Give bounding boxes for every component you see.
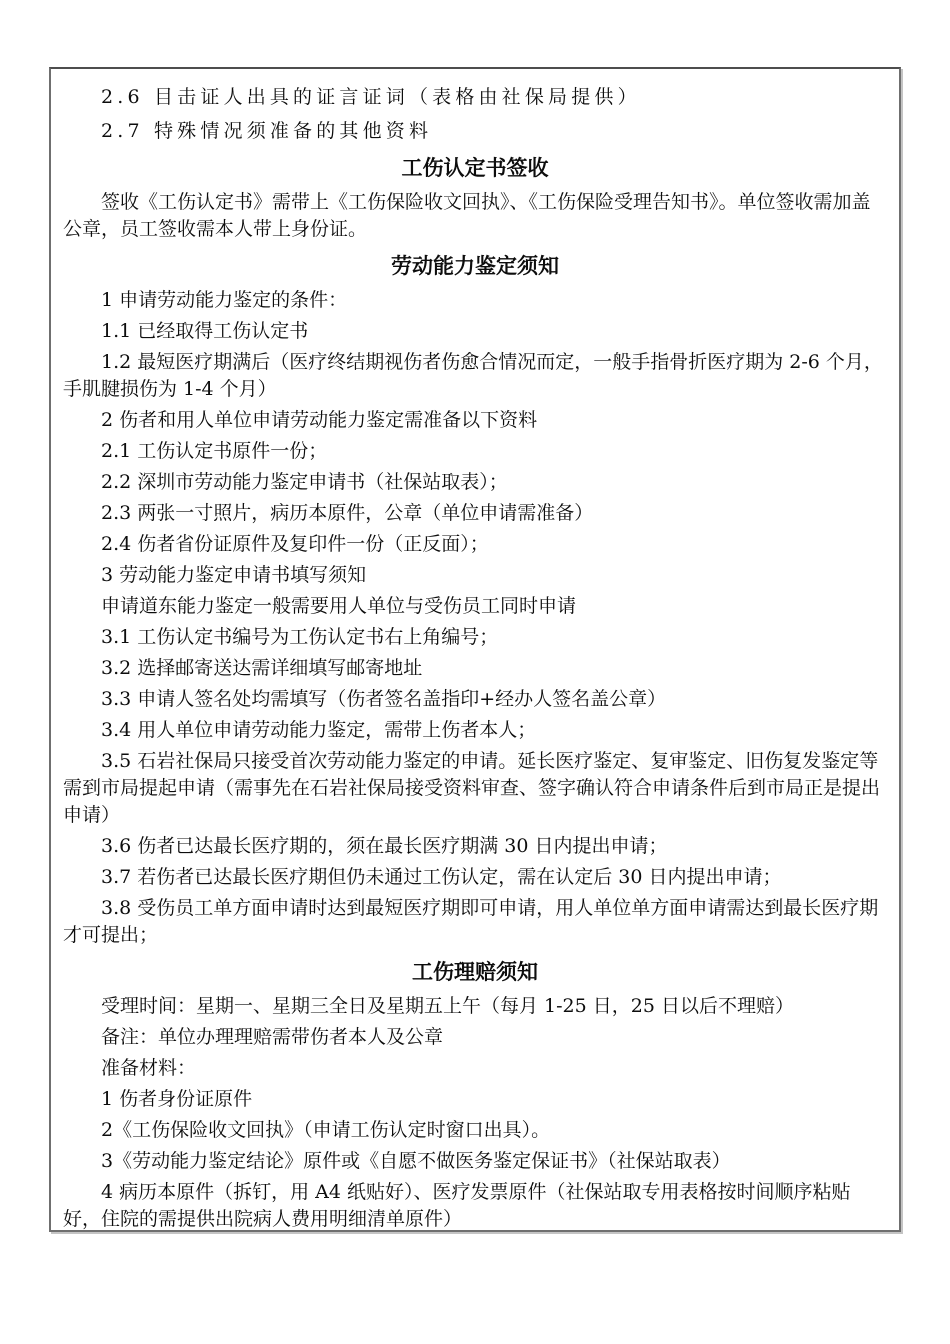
item-3-2: 3.2 选择邮寄送达需详细填写邮寄地址 bbox=[101, 657, 423, 679]
item-2: 2 伤者和用人单位申请劳动能力鉴定需准备以下资料 bbox=[101, 409, 538, 431]
item-3-5: 3.5 石岩社保局只接受首次劳动能力鉴定的申请。延长医疗鉴定、复审鉴定、旧伤复发鉴定等需到市局提起申请（需事先在石岩社保局接受资料审查、签字确认符合申请条件后到市局正是提出申请） bbox=[63, 750, 881, 826]
item-1: 1 申请劳动能力鉴定的条件： bbox=[101, 289, 348, 311]
item-3-7: 3.7 若伤者已达最长医疗期但仍未通过工伤认定，需在认定后 30 日内提出申请； bbox=[101, 866, 782, 888]
item-material-1: 1 伤者身份证原件 bbox=[101, 1088, 253, 1110]
item-2-1: 2.1 工伤认定书原件一份； bbox=[101, 440, 328, 462]
item-3-6: 3.6 伤者已达最长医疗期的，须在最长医疗期满 30 日内提出申请； bbox=[101, 835, 668, 857]
item-3-1: 3.1 工伤认定书编号为工伤认定书右上角编号； bbox=[101, 626, 499, 648]
item-3-8: 3.8 受伤员工单方面申请时达到最短医疗期即可申请，用人单位单方面申请需达到最长医疗期才可提出； bbox=[63, 897, 879, 946]
heading-labor-capacity-assessment-notice: 劳动能力鉴定须知 bbox=[391, 253, 559, 278]
para-acceptance-time: 受理时间：星期一、星期三全日及星期五上午（每月 1-25 日，25 日以后不理赔） bbox=[101, 995, 794, 1017]
item-3-3: 3.3 申请人签名处均需填写（伤者签名盖指印+经办人签名盖公章） bbox=[101, 688, 667, 710]
item-3-4: 3.4 用人单位申请劳动能力鉴定，需带上伤者本人； bbox=[101, 719, 537, 741]
item-2-7: 2.7 特殊情况须准备的其他资料 bbox=[101, 120, 433, 142]
item-1-1: 1.1 已经取得工伤认定书 bbox=[101, 320, 309, 342]
heading-injury-claim-notice: 工伤理赔须知 bbox=[412, 959, 538, 984]
para-joint-application: 申请道东能力鉴定一般需要用人单位与受伤员工同时申请 bbox=[101, 595, 577, 617]
item-2-6: 2.6 目击证人出具的证言证词（表格由社保局提供） bbox=[101, 86, 641, 108]
heading-injury-certificate-signing: 工伤认定书签收 bbox=[401, 155, 549, 180]
para-materials-label: 准备材料： bbox=[101, 1057, 197, 1079]
para-signing-requirements: 签收《工伤认定书》需带上《工伤保险收文回执》、《工伤保险受理告知书》。单位签收需加盖公章，员工签收需本人带上身份证。 bbox=[63, 191, 871, 240]
item-material-4: 4 病历本原件（拆钉，用 A4 纸贴好）、医疗发票原件（社保站取专用表格按时间顺序粘贴好，住院的需提供出院病人费用明细清单原件） bbox=[63, 1181, 851, 1230]
item-1-2: 1.2 最短医疗期满后（医疗终结期视伤者伤愈合情况而定，一般手指骨折医疗期为 2-6 个月，手肌腱损伤为 1-4 个月） bbox=[63, 351, 883, 400]
item-2-2: 2.2 深圳市劳动能力鉴定申请书（社保站取表）； bbox=[101, 471, 508, 493]
item-material-2: 2《工伤保险收文回执》（申请工伤认定时窗口出具）。 bbox=[101, 1119, 551, 1141]
item-2-3: 2.3 两张一寸照片，病历本原件，公章（单位申请需准备） bbox=[101, 502, 594, 524]
document-content bbox=[63, 84, 887, 1232]
item-2-4: 2.4 伤者省份证原件及复印件一份（正反面）； bbox=[101, 533, 489, 555]
item-material-3: 3《劳动能力鉴定结论》原件或《自愿不做医务鉴定保证书》（社保站取表） bbox=[101, 1150, 731, 1172]
item-3: 3 劳动能力鉴定申请书填写须知 bbox=[101, 564, 367, 586]
document-table-cell bbox=[49, 67, 901, 1232]
para-remark: 备注：单位办理理赔需带伤者本人及公章 bbox=[101, 1026, 444, 1048]
